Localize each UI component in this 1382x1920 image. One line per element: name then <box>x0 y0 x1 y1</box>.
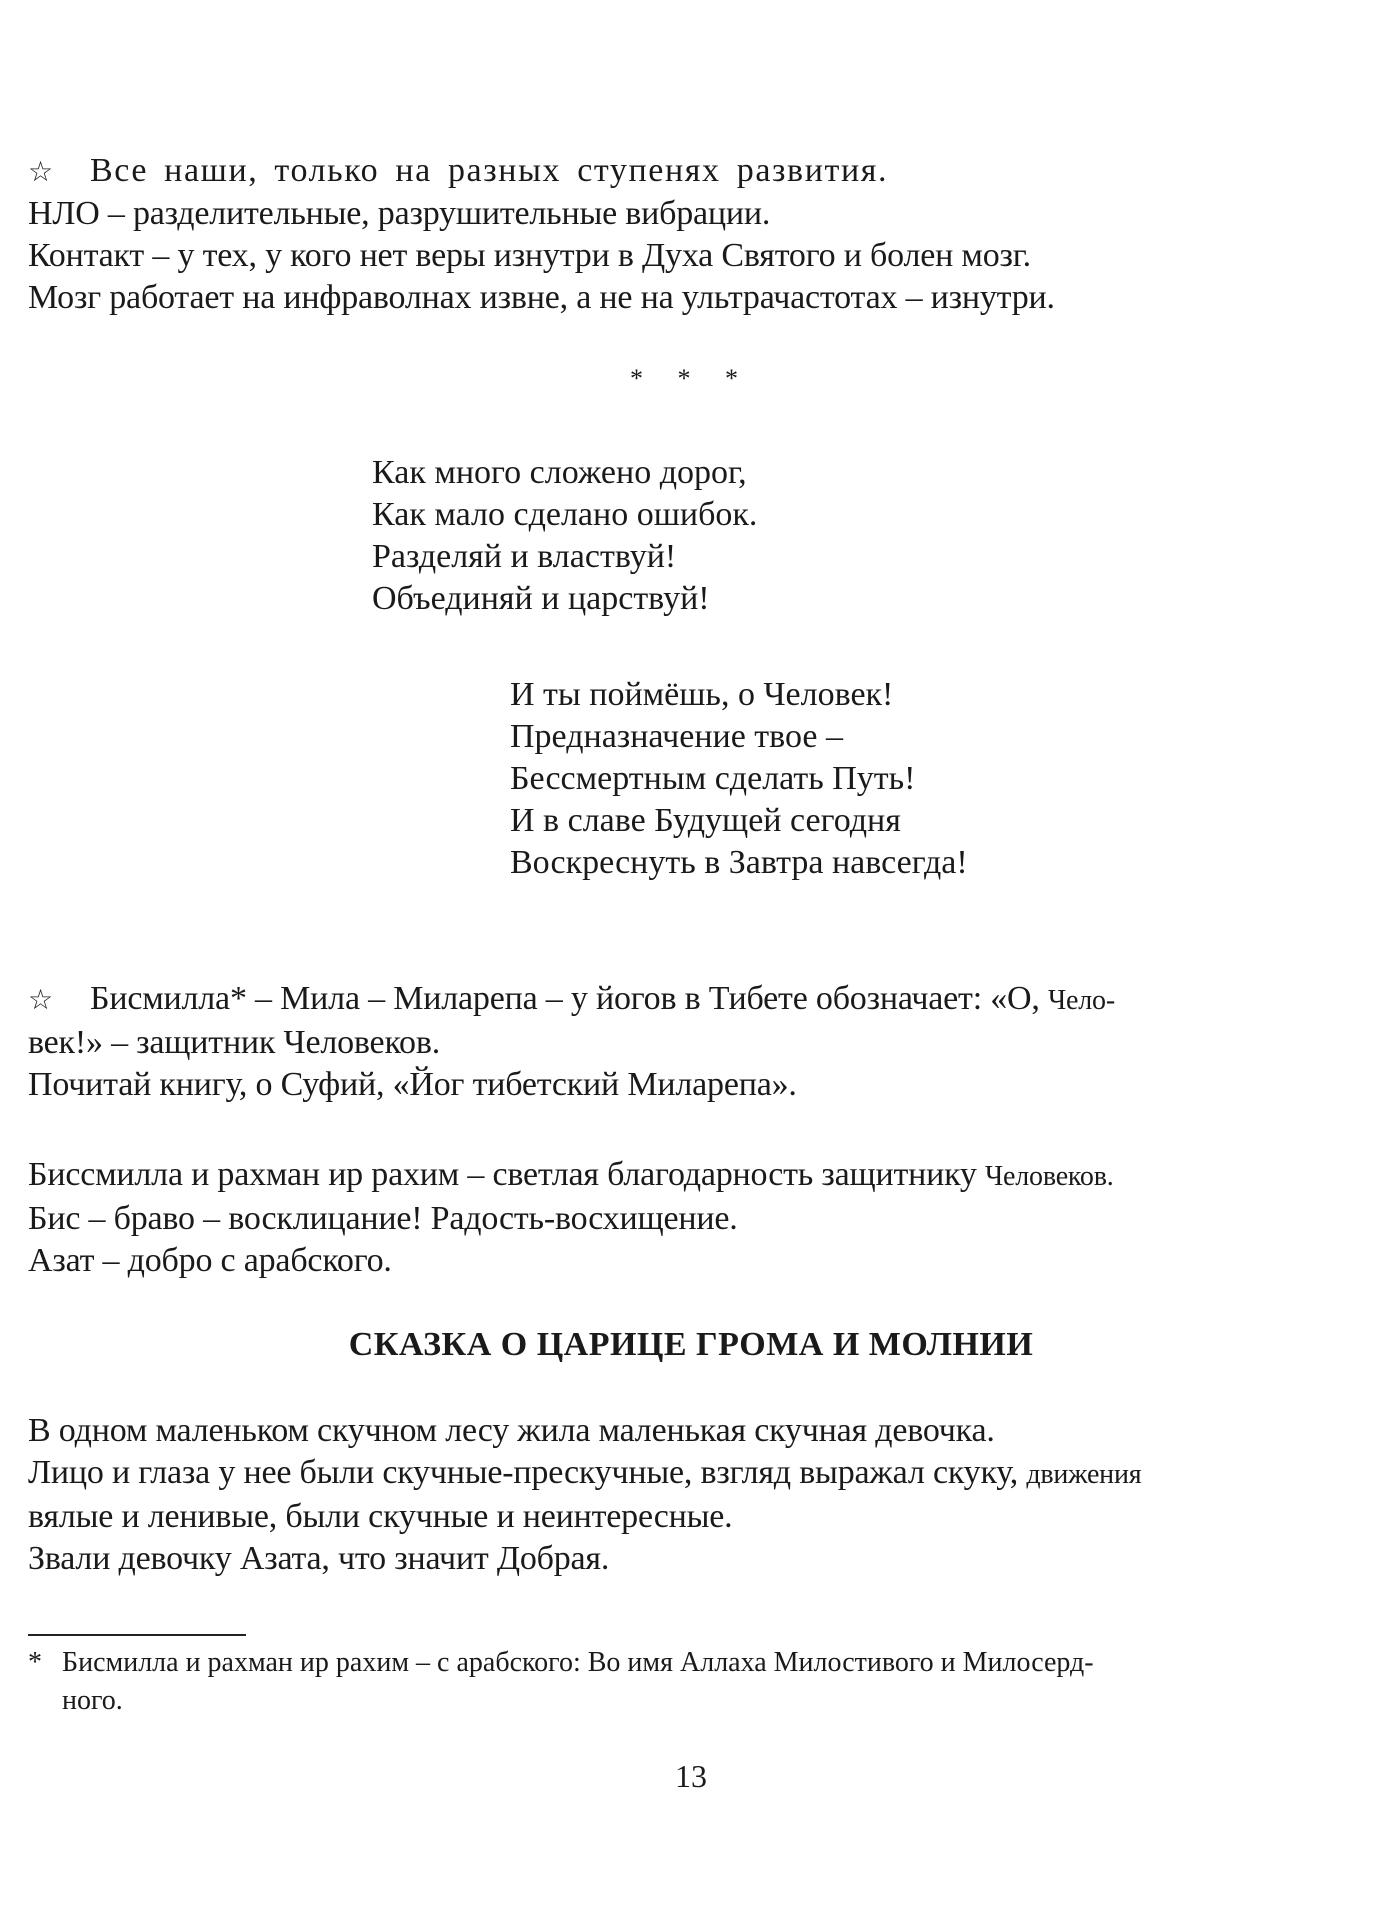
story-line-3: вялые и ленивые, были скучные и неинтересные. <box>28 1498 733 1535</box>
footnote-mark: * <box>28 1647 42 1678</box>
poem-line: Бессмертным сделать Путь! <box>510 760 916 797</box>
poem-stanza-1 <box>372 452 757 620</box>
poem-line: Воскреснуть в Завтра навсегда! <box>510 844 968 881</box>
footnote-line-2: ного. <box>62 1685 123 1716</box>
bismilla-paragraph <box>28 978 1318 1106</box>
translation-line-1: Биссмилла и рахман ир рахим – светлая благодарность защитнику Человеков. <box>28 1156 1114 1193</box>
poem-line: И ты поймёшь, о Человек! <box>510 676 894 713</box>
story-line-1: В одном маленьком скучном лесу жила маленькая скучная девочка. <box>28 1412 995 1449</box>
story-paragraph <box>28 1410 1318 1580</box>
poem-line: Как мало сделано ошибок. <box>372 496 758 533</box>
intro-paragraph <box>28 150 1318 319</box>
translation-paragraph <box>28 1154 1318 1282</box>
bismilla-line-2: век!» – защитник Человеков. <box>28 1024 440 1061</box>
page-number: 13 <box>675 1758 707 1794</box>
star-icon: ☆ <box>28 983 53 1016</box>
intro-line-2: НЛО – разделительные, разрушительные вибрации. <box>28 195 771 232</box>
poem-line: Объединяй и царствуй! <box>372 580 710 617</box>
intro-line-4: Мозг работает на инфраволнах извне, а не на ультрачастотах – изнутри. <box>28 279 1055 316</box>
bismilla-line-1: ☆ Бисмилла* – Мила – Миларепа – у йогов в Тибете обозначает: «О, Чело- <box>28 978 1318 1022</box>
poem-line: Как много сложено дорог, <box>372 454 747 491</box>
bismilla-line-3: Почитай книгу, о Суфий, «Йог тибетский Миларепа». <box>28 1066 797 1103</box>
section-separator: * * * <box>630 364 752 393</box>
story-title: СКАЗКА О ЦАРИЦЕ ГРОМА И МОЛНИИ <box>348 1326 1034 1363</box>
footnote <box>28 1644 1318 1720</box>
intro-line-1: ☆ Все наши, только на разных ступенях развития. <box>28 150 1318 193</box>
translation-line-2: Бис – браво – восклицание! Радость-восхищение. <box>28 1200 738 1237</box>
footnote-rule <box>28 1634 246 1636</box>
footnote-line-1: * Бисмилла и рахман ир рахим – с арабского: Во имя Аллаха Милостивого и Милосерд- <box>28 1644 1318 1682</box>
poem-line: И в славе Будущей сегодня <box>510 802 901 839</box>
star-icon: ☆ <box>28 155 55 188</box>
story-line-2: Лицо и глаза у нее были скучные-прескучные, взгляд выражал скуку, движения <box>28 1454 1142 1491</box>
translation-line-3: Азат – добро с арабского. <box>28 1242 392 1279</box>
poem-stanza-2 <box>510 674 968 884</box>
poem-line: Разделяй и властвуй! <box>372 538 677 575</box>
story-line-4: Звали девочку Азата, что значит Добрая. <box>28 1540 610 1577</box>
intro-line-3: Контакт – у тех, у кого нет веры изнутри в Духа Святого и болен мозг. <box>28 237 1031 274</box>
poem-line: Предназначение твое – <box>510 718 843 755</box>
